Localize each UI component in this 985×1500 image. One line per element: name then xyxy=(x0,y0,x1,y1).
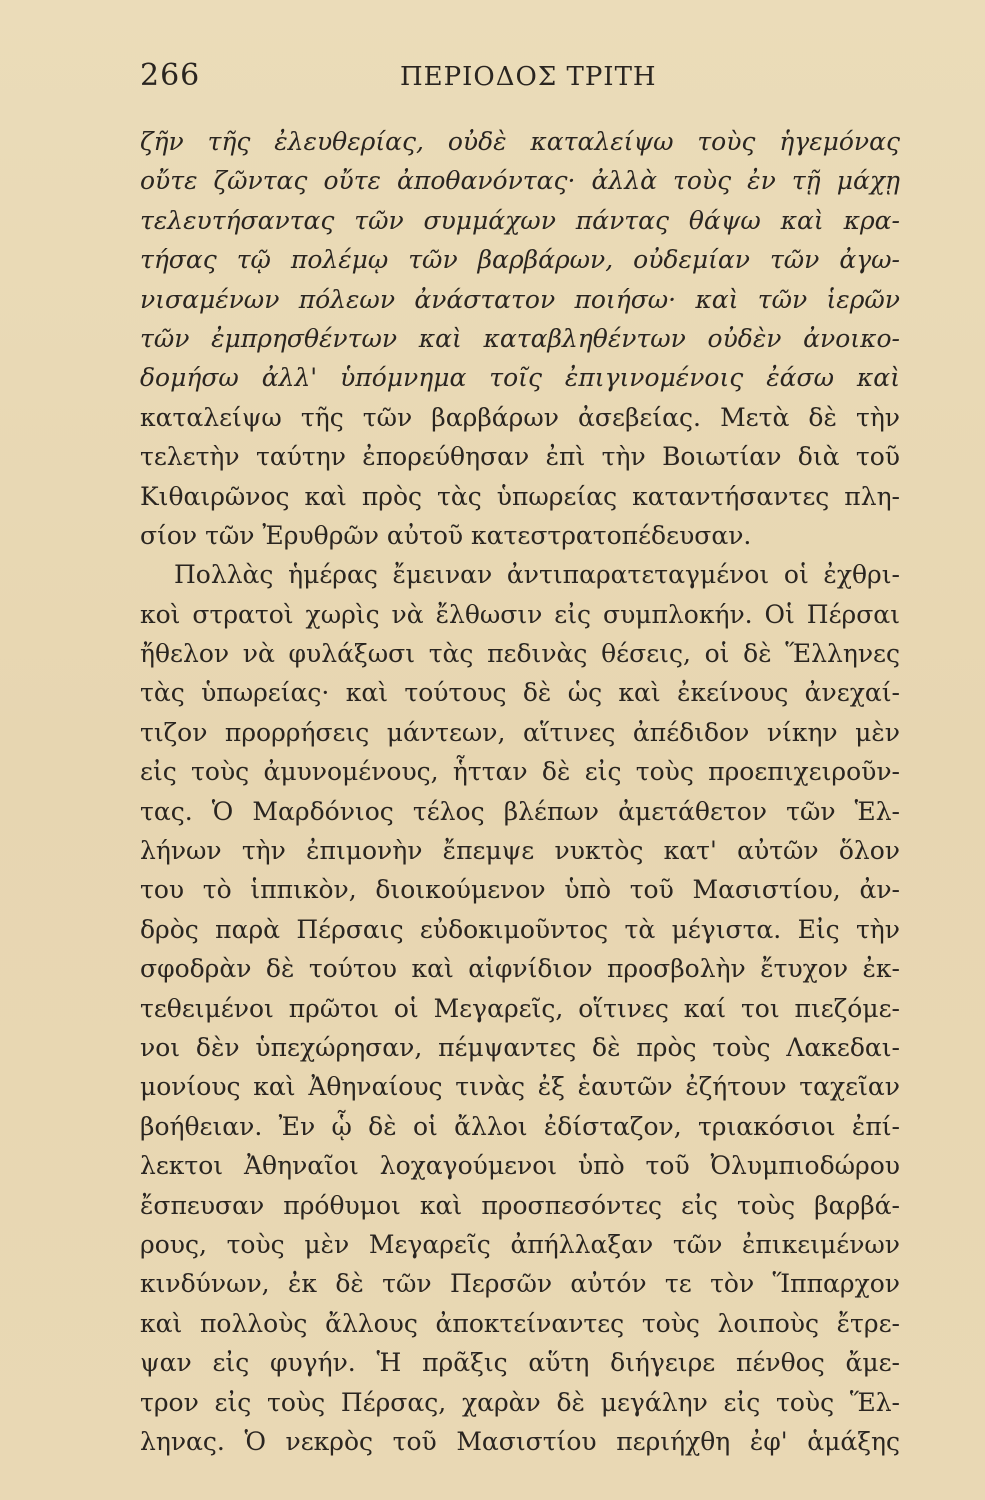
text-line: τήσας τῷ πολέμῳ τῶν βαρβάρων, οὐδεμίαν τῶν ἀγω- xyxy=(140,245,900,275)
text-line: λεκτοι Ἀθηναῖοι λοχαγούμενοι ὑπὸ τοῦ Ὀλυμπιοδώρου xyxy=(140,1151,900,1181)
text-line: οὔτε ζῶντας οὔτε ἀποθανόντας· ἀλλὰ τοὺς ἐν τῇ μάχῃ xyxy=(140,166,900,196)
text-line: τελευτήσαντας τῶν συμμάχων πάντας θάψω καὶ κρα- xyxy=(140,205,900,235)
text-line: τῶν ἐμπρησθέντων καὶ καταβληθέντων οὐδὲν ἀνοικο- xyxy=(140,323,900,353)
text-line: τὰς ὑπωρείας· καὶ τούτους δὲ ὡς καὶ ἐκείνους ἀνεχαί- xyxy=(140,678,900,708)
text-line: μονίους καὶ Ἀθηναίους τινὰς ἐξ ἑαυτῶν ἐζήτουν ταχεῖαν xyxy=(140,1072,900,1102)
text-line: ρους, τοὺς μὲν Μεγαρεῖς ἀπήλλαξαν τῶν ἐπικειμένων xyxy=(140,1229,900,1259)
text-line: δομήσω ἀλλ' ὑπόμνημα τοῖς ἐπιγινομένοις ἐάσω καὶ xyxy=(140,363,900,393)
text-line: κινδύνων, ἐκ δὲ τῶν Περσῶν αὐτόν τε τὸν Ἵππαρχον xyxy=(140,1269,900,1299)
text-line: λήνων τὴν ἐπιμονὴν ἔπεμψε νυκτὸς κατ' αὐτῶν ὅλον xyxy=(140,836,900,866)
text-line: ληνας. Ὁ νεκρὸς τοῦ Μασιστίου περιήχθη ἐφ' ἁμάξης xyxy=(140,1426,900,1456)
text-line: ψαν εἰς φυγήν. Ἡ πρᾶξις αὕτη διήγειρε πένθος ἄμε- xyxy=(140,1348,900,1378)
text-line: νισαμένων πόλεων ἀνάστατον ποιήσω· καὶ τῶν ἱερῶν xyxy=(140,284,900,314)
text-line: τας. Ὁ Μαρδόνιος τέλος βλέπων ἀμετάθετον τῶν Ἑλ- xyxy=(140,796,900,826)
text-line: ἔσπευσαν πρόθυμοι καὶ προσπεσόντες εἰς τοὺς βαρβά- xyxy=(140,1190,900,1220)
text-line: τεθειμένοι πρῶτοι οἱ Μεγαρεῖς, οἵτινες καί τοι πιεζόμε- xyxy=(140,993,900,1023)
text-line: καὶ πολλοὺς ἄλλους ἀποκτείναντες τοὺς λοιποὺς ἔτρε- xyxy=(140,1308,900,1338)
text-line: ζῆν τῆς ἐλευθερίας, οὐδὲ καταλείψω τοὺς ἡγεμόνας xyxy=(140,127,900,156)
text-line: ἤθελον νὰ φυλάξωσι τὰς πεδινὰς θέσεις, οἱ δὲ Ἕλληνες xyxy=(140,639,900,669)
text-line: Πολλὰς ἡμέρας ἔμειναν ἀντιπαρατεταγμένοι οἱ ἐχθρι- xyxy=(174,560,900,590)
text-line: Κιθαιρῶνος καὶ πρὸς τὰς ὑπωρείας καταντήσαντες πλη- xyxy=(140,481,900,511)
text-line: τελετὴν ταύτην ἐπορεύθησαν ἐπὶ τὴν Βοιωτίαν διὰ τοῦ xyxy=(140,442,900,472)
page-header xyxy=(140,58,895,98)
text-line: καταλείψω τῆς τῶν βαρβάρων ἀσεβείας. Μετὰ δὲ τὴν xyxy=(140,402,900,432)
text-line: τρον εἰς τοὺς Πέρσας, χαρὰν δὲ μεγάλην εἰς τοὺς Ἕλ- xyxy=(140,1387,900,1417)
text-line: σφοδρὰν δὲ τούτου καὶ αἰφνίδιον προσβολὴν ἔτυχον ἐκ- xyxy=(140,954,900,984)
text-line: σίον τῶν Ἐρυθρῶν αὐτοῦ κατεστρατοπέδευσαν. xyxy=(140,520,752,550)
body-text xyxy=(140,122,900,1461)
text-line: βοήθειαν. Ἐν ᾧ δὲ οἱ ἄλλοι ἐδίσταζον, τριακόσιοι ἐπί- xyxy=(140,1111,900,1141)
text-line: δρὸς παρὰ Πέρσαις εὐδοκιμοῦντος τὰ μέγιστα. Εἰς τὴν xyxy=(140,914,900,944)
running-title: ΠΕΡΙΟΔΟΣ ΤΡΙΤΗ xyxy=(400,62,657,92)
text-line: τιζον προρρήσεις μάντεων, αἵτινες ἀπέδιδον νίκην μὲν xyxy=(140,717,900,747)
page-number: 266 xyxy=(140,58,201,93)
text-line: του τὸ ἱππικὸν, διοικούμενον ὑπὸ τοῦ Μασιστίου, ἀν- xyxy=(140,875,900,905)
text-line: νοι δὲν ὑπεχώρησαν, πέμψαντες δὲ πρὸς τοὺς Λακεδαι- xyxy=(140,1032,900,1062)
text-line: εἰς τοὺς ἀμυνομένους, ἧτταν δὲ εἰς τοὺς προεπιχειροῦν- xyxy=(140,757,900,787)
text-line: κοὶ στρατοὶ χωρὶς νὰ ἔλθωσιν εἰς συμπλοκήν. Οἱ Πέρσαι xyxy=(140,599,900,629)
